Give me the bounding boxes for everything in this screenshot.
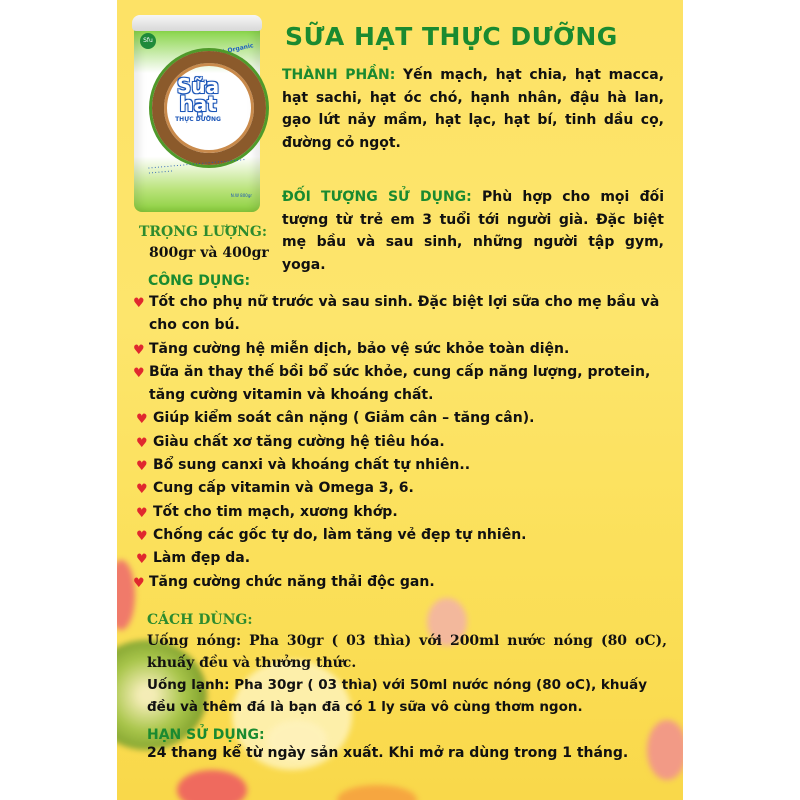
strawberry-decoration	[647, 720, 683, 780]
list-item	[131, 477, 676, 500]
list-item	[131, 547, 676, 570]
heart-icon: ♥	[136, 412, 148, 428]
heart-icon: ♥	[136, 459, 148, 475]
organic-badge: 100% Organic	[206, 42, 255, 59]
can-lid	[132, 15, 262, 31]
uses-list	[131, 291, 676, 594]
list-item-text: Chống các gốc tự do, làm tăng vẻ đẹp tự nhiên.	[153, 526, 527, 543]
heart-icon: ♥	[136, 482, 148, 498]
heart-icon: ♥	[133, 296, 145, 311]
list-item	[131, 501, 676, 524]
list-item	[131, 407, 676, 430]
orange-decoration	[337, 785, 417, 800]
list-item	[131, 431, 676, 454]
list-item-text: Giàu chất xơ tăng cường hệ tiêu hóa.	[153, 433, 445, 450]
expiry-text: 24 thang kể từ ngày sản xuất. Khi mở ra dùng trong 1 tháng.	[147, 745, 629, 761]
can-subtitle: THỰC DƯỠNG	[175, 116, 221, 123]
list-item-text: Tốt cho tim mạch, xương khớp.	[153, 503, 398, 520]
list-item-text: Tăng cường hệ miễn dịch, bảo vệ sức khỏe toàn diện.	[149, 340, 570, 357]
target-users-label: ĐỐI TƯỢNG SỬ DỤNG:	[282, 189, 472, 205]
can-brand-title	[166, 74, 230, 116]
heart-icon: ♥	[133, 365, 145, 381]
weight-value: 800gr và 400gr	[149, 245, 269, 261]
target-users-text: Phù hợp cho mọi đối tượng từ trẻ em 3 tuổi tới người già. Đặc biệt mẹ bầu và sau sinh, những người tập gym, yoga.	[282, 189, 665, 273]
can-title-line2: hạt	[179, 92, 217, 116]
heart-icon: ♥	[136, 552, 148, 568]
ingredients-label: THÀNH PHẦN:	[282, 67, 396, 83]
weight-label: TRỌNG LƯỢNG:	[139, 224, 268, 240]
list-item-text: Bổ sung canxi và khoáng chất tự nhiên..	[153, 457, 471, 474]
list-item-text: Giúp kiểm soát cân nặng ( Giảm cân – tăng cân).	[153, 410, 535, 427]
heart-icon: ♥	[136, 528, 148, 544]
list-item	[131, 454, 676, 477]
heart-icon: ♥	[136, 505, 148, 521]
target-users-section	[282, 186, 664, 276]
list-item	[131, 524, 676, 547]
can-fine-print: • • • • • • • • • • • • • • • • • • • • • • • • • • • • • • • • • • • • • • •	[147, 157, 246, 176]
list-item	[131, 361, 676, 408]
weight-section	[139, 222, 269, 264]
strawberry-decoration	[177, 770, 247, 800]
usage-hot-text: Uống nóng: Pha 30gr ( 03 thìa) với 200ml nước nóng (80 oC), khuấy đều và thưởng thức.	[147, 633, 667, 671]
ingredients-text: Yến mạch, hạt chia, hạt macca, hạt sachi, hạt óc chó, hạnh nhân, đậu hà lan, gạo lứt nảy mầm, hạt lạc, hạt bí, tinh dầu cọ, đường cỏ ngọt.	[282, 67, 665, 151]
list-item-text: Tốt cho phụ nữ trước và sau sinh. Đặc biệt lợi sữa cho mẹ bầu và cho con bú.	[149, 294, 660, 334]
brand-logo: Sfu	[140, 33, 156, 49]
heart-icon: ♥	[136, 435, 148, 451]
heart-icon: ♥	[133, 342, 145, 358]
list-item-text: Làm đẹp da.	[153, 550, 251, 567]
usage-cold-text: Uống lạnh: Pha 30gr ( 03 thìa) với 50ml nước nóng (80 oC), khuấy đều và thêm đá là bạn đã có 1 ly sữa vô cùng thơm ngon.	[147, 677, 648, 715]
uses-label: CÔNG DỤNG:	[148, 273, 251, 289]
can-net-weight: N.W 800gr	[230, 193, 252, 198]
product-can-image	[132, 15, 262, 215]
list-item-text: Tăng cường chức năng thải độc gan.	[149, 573, 435, 590]
page-title: SỮA HẠT THỰC DƯỠNG	[285, 22, 618, 51]
expiry-label: HẠN SỬ DỤNG:	[147, 727, 265, 743]
product-poster	[117, 0, 683, 800]
list-item-text: Cung cấp vitamin và Omega 3, 6.	[153, 480, 414, 497]
list-item	[131, 571, 676, 594]
list-item	[131, 338, 676, 361]
list-item-text: Bữa ăn thay thế bồi bổ sức khỏe, cung cấp năng lượng, protein, tăng cường vitamin và khoáng chất.	[149, 363, 651, 404]
can-title-line1: Sữa	[176, 74, 220, 98]
list-item	[131, 291, 676, 338]
usage-label: CÁCH DÙNG:	[147, 612, 253, 628]
heart-icon: ♥	[133, 575, 145, 591]
ingredients-section	[282, 64, 664, 154]
